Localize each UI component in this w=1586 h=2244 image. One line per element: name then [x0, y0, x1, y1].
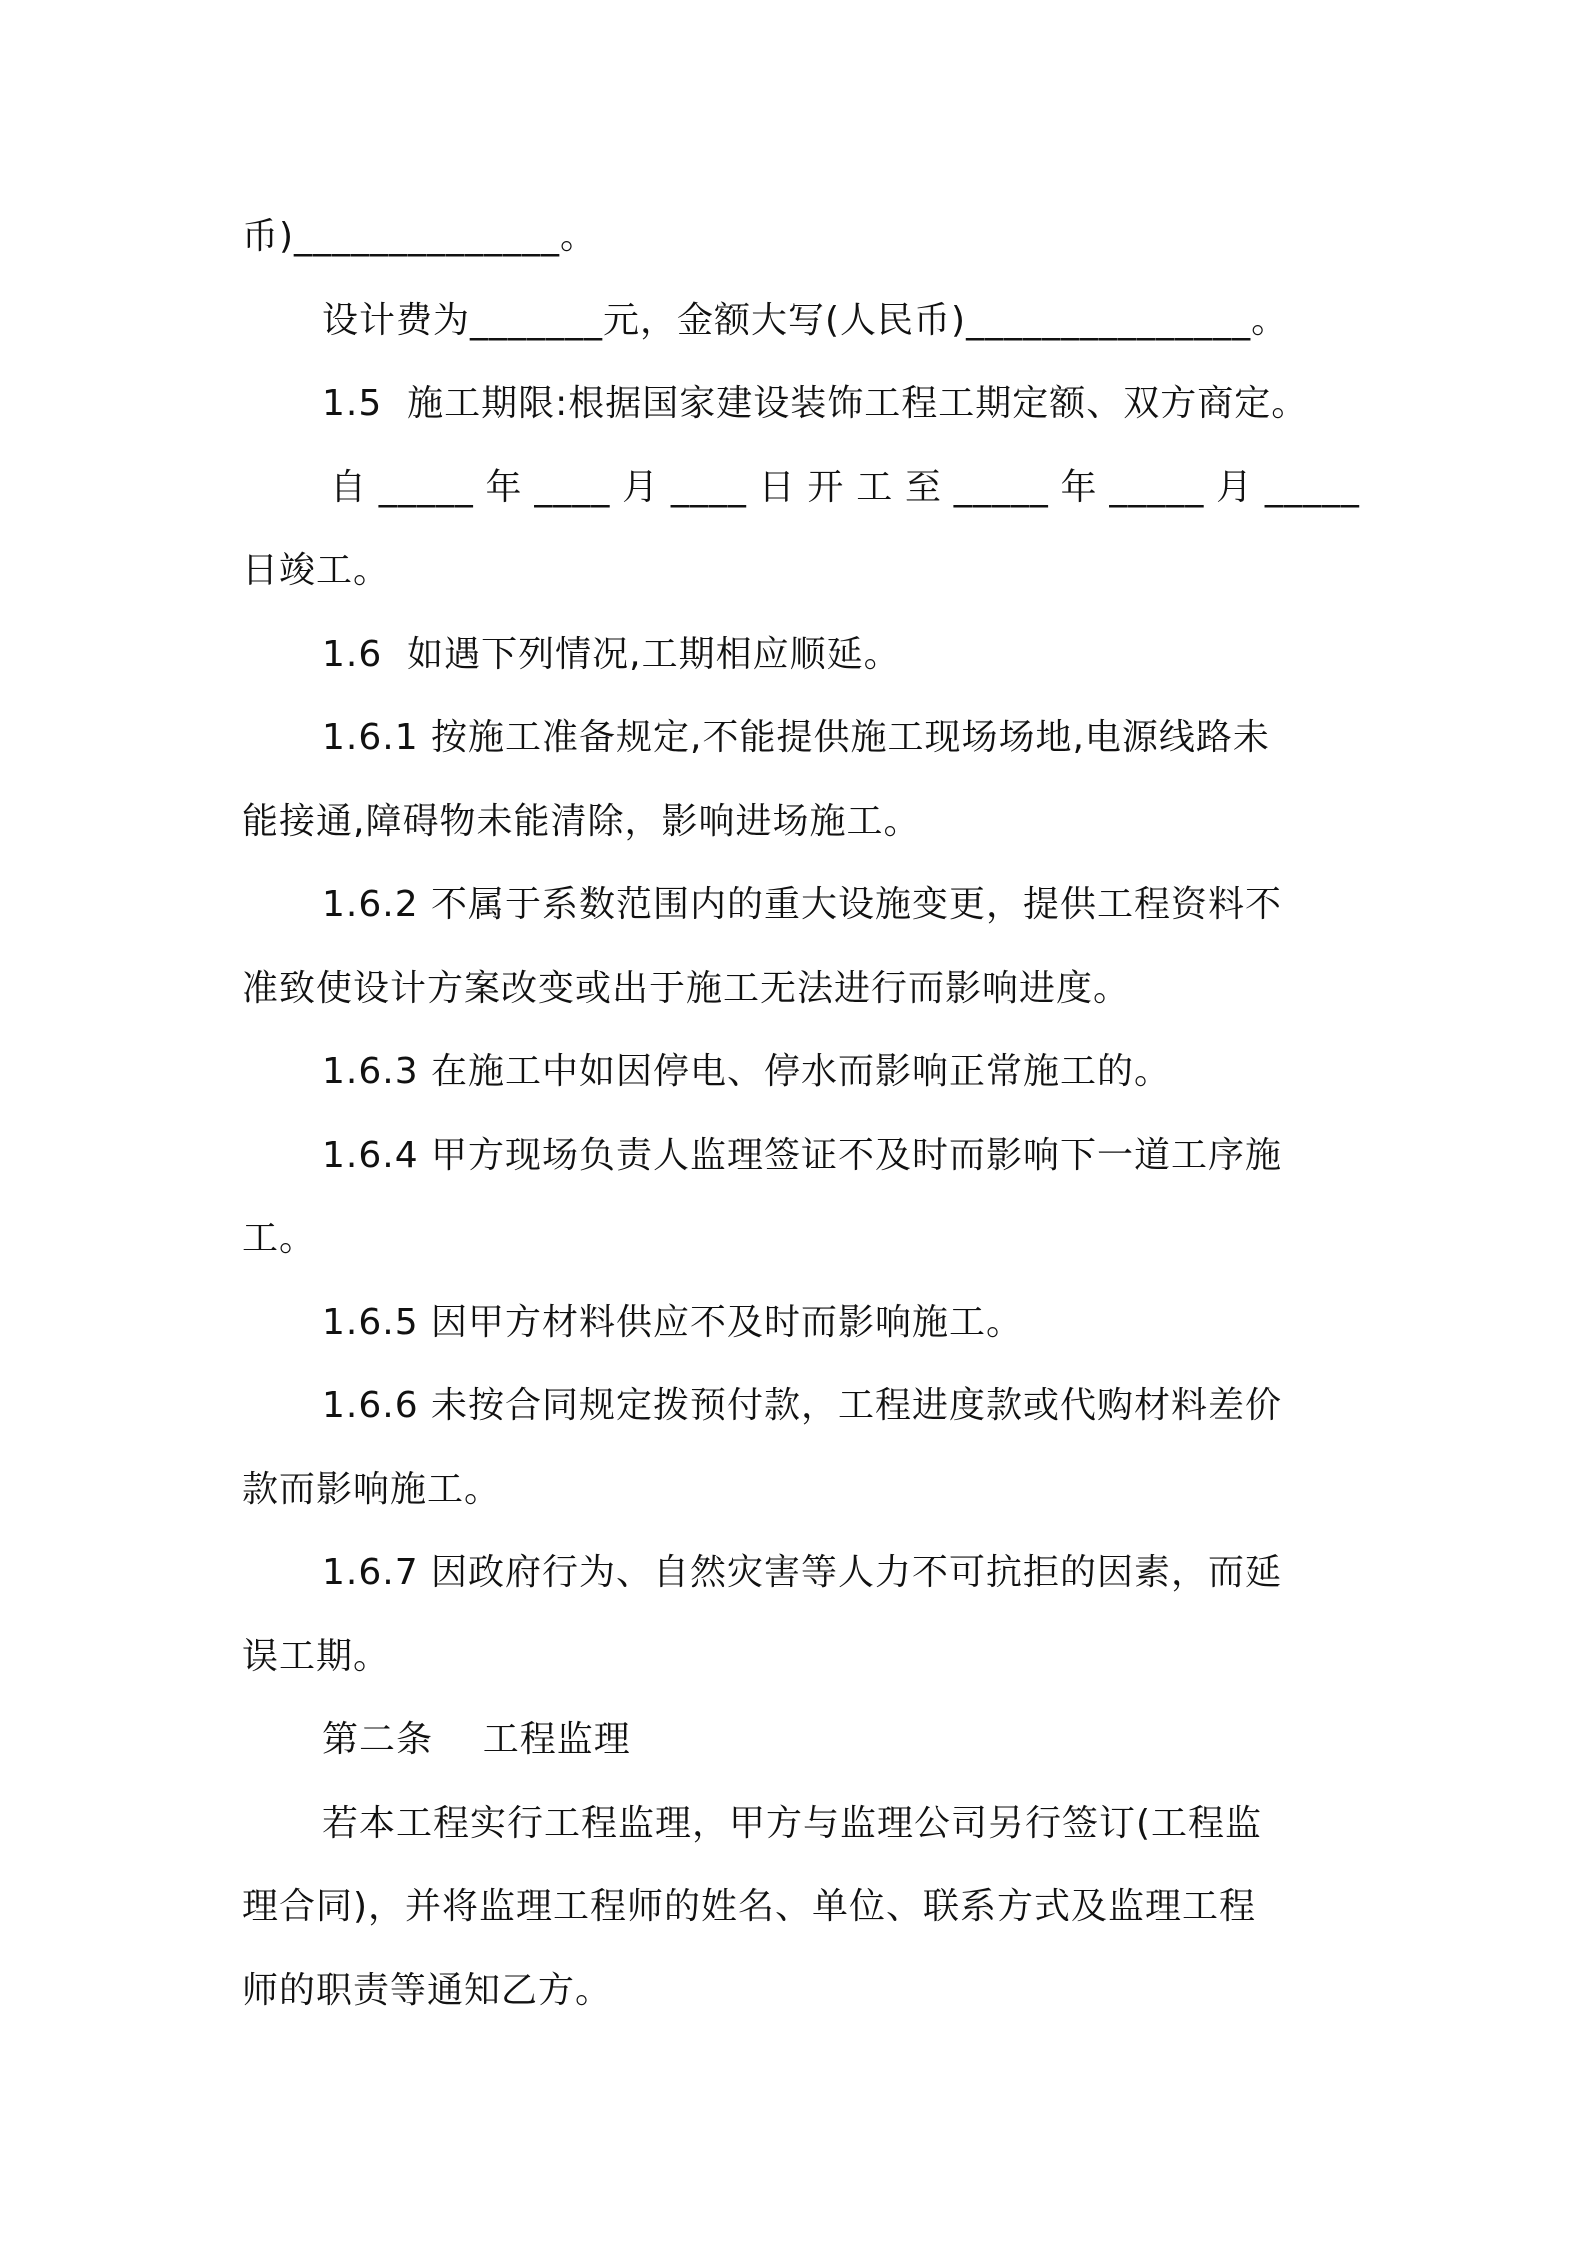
text-line: 误工期。 — [242, 1635, 391, 1677]
date-part: 月 — [622, 466, 660, 508]
clause-1-6-2: 1.6.2 不属于系数范围内的重大设施变更，提供工程资料不 — [322, 884, 1283, 925]
clause-1-6-heading: 1.6 如遇下列情况,工期相应顺延。 — [322, 633, 901, 675]
date-blank: ____ — [534, 466, 611, 508]
clause-1-6-3: 1.6.3 在施工中如因停电、停水而影响正常施工的。 — [322, 1051, 1172, 1092]
text-line: 能接通,障碍物未能清除，影响进场施工。 — [242, 800, 921, 842]
date-part: 工 — [856, 466, 894, 508]
document-body — [242, 195, 1360, 2032]
clause-1-5-heading: 1.5 施工期限:根据国家建设装饰工程工期定额、双方商定。 — [322, 383, 1309, 424]
date-part: 开 — [807, 466, 845, 508]
date-part: 月 — [1216, 466, 1254, 508]
date-part: 至 — [904, 466, 942, 508]
text-line: 理合同)，并将监理工程师的姓名、单位、联系方式及监理工程 — [242, 1886, 1257, 1927]
date-part: 年 — [1060, 466, 1098, 508]
date-blank: _____ — [953, 466, 1049, 508]
date-blank: _____ — [1109, 466, 1205, 508]
article-2-paragraph: 若本工程实行工程监理，甲方与监理公司另行签订(工程监 — [322, 1802, 1263, 1844]
clause-1-6-1: 1.6.1 按施工准备规定,不能提供施工现场场地,电源线路未 — [322, 717, 1270, 758]
date-blank: _____ — [378, 466, 474, 508]
construction-period-dates — [242, 446, 1360, 530]
date-part: 年 — [485, 466, 523, 508]
date-part: 日 — [758, 466, 796, 508]
text-line: 币)______________。 — [242, 216, 598, 257]
article-2-heading: 第二条 工程监理 — [322, 1719, 631, 1760]
clause-1-6-4: 1.6.4 甲方现场负责人监理签证不及时而影响下一道工序施 — [322, 1134, 1283, 1176]
date-blank: ____ — [670, 466, 747, 508]
date-blank: _____ — [1264, 466, 1360, 508]
design-fee-line: 设计费为_______元，金额大写(人民币)_______________。 — [322, 299, 1289, 341]
text-line: 师的职责等通知乙方。 — [242, 1969, 613, 2011]
text-line: 款而影响施工。 — [242, 1468, 502, 1510]
clause-1-6-6: 1.6.6 未按合同规定拨预付款，工程进度款或代购材料差价 — [322, 1385, 1283, 1426]
text-line: 工。 — [242, 1218, 317, 1259]
clause-1-6-5: 1.6.5 因甲方材料供应不及时而影响施工。 — [322, 1301, 1024, 1343]
text-line: 日竣工。 — [242, 550, 391, 591]
date-part: 自 — [330, 466, 368, 508]
text-line: 准致使设计方案改变或出于施工无法进行而影响进度。 — [242, 967, 1131, 1009]
clause-1-6-7: 1.6.7 因政府行为、自然灾害等人力不可抗拒的因素，而延 — [322, 1552, 1283, 1593]
